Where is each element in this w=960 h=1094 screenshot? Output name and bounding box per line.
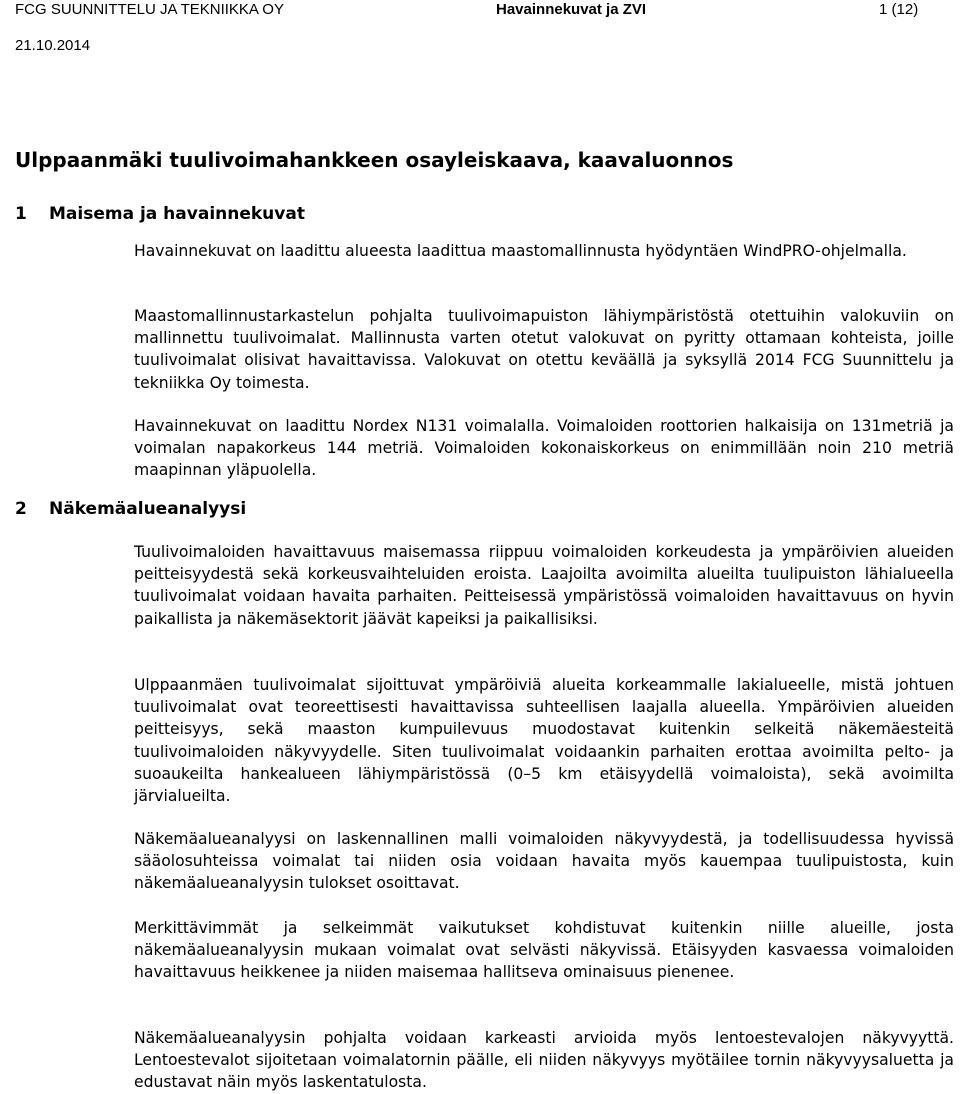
section-number: 2 [15, 499, 27, 519]
header-page-number: 1 (12) [879, 1, 919, 18]
header-document-title: Havainnekuvat ja ZVI [496, 1, 647, 18]
paragraph-text: Maastomallinnustarkastelun pohjalta tuulivoimapuiston lähiympäristöstä otettuihin valokuviin on mallinnettu tuulivoimalat. Mallinnusta varten otetut valokuvat on pyritty ottamaan kohteista, joille tuulivoimalat olisivat havaittavissa. Valokuvat on otettu keväällä ja syksyllä 2014 FCG Suunnittelu ja tekniikka Oy toimesta. [134, 307, 954, 392]
document-title: Ulppaanmäki tuulivoimahankkeen osayleiskaava, kaavaluonnos [15, 148, 734, 172]
paragraph [134, 541, 954, 630]
header-company: FCG SUUNNITTELU JA TEKNIIKKA OY [15, 1, 284, 18]
paragraph-text: Merkittävimmät ja selkeimmät vaikutukset kohdistuvat kuitenkin niille alueille, josta näkemäalueanalyysin mukaan voimalat ovat selvästi näkyvissä. Etäisyyden kasvaessa voimaloiden havaittavuus heikkenee ja niiden maisemaa hallitseva ominaisuus pienenee. [134, 919, 954, 982]
paragraph-text: Ulppaanmäen tuulivoimalat sijoittuvat ympäröiviä alueita korkeammalle lakialueelle, mistä johtuen tuulivoimalat ovat teoreettisesti havaittavissa suhteellisen laajalla alueella. Ympäröivien alueiden peitteisyys, sekä maaston kumpuilevuus muodostavat kuitenkin selkeitä näkemäesteitä tuulivoimaloiden näkyvyydelle. Siten tuulivoimalat voidaankin parhaiten erottaa avoimilta pelto- ja suoaukeilta hankealueen lähiympäristössä (0–5 km etäisyydellä voimaloista), sekä avoimilta järvialueilta. [134, 676, 954, 806]
paragraph [134, 917, 954, 984]
paragraph-text: Näkemäalueanalyysin pohjalta voidaan karkeasti arvioida myös lentoestevalojen näkyvyyttä. Lentoestevalot sijoitetaan voimalatornin päälle, eli niiden näkyvyys myötäilee tornin näkyvyysaluetta ja edustavat näin myös laskentatulosta. [134, 1029, 954, 1092]
paragraph-text: Havainnekuvat on laadittu Nordex N131 voimalalla. Voimaloiden roottorien halkaisija on 131metriä ja voimalan napakorkeus 144 metriä. Voimaloiden kokonaiskorkeus on enimmillään noin 210 metriä maapinnan yläpuolella. [134, 417, 954, 480]
paragraph [134, 240, 954, 262]
paragraph [134, 415, 954, 482]
section-heading-1 [15, 204, 305, 224]
paragraph-text: Näkemäalueanalyysi on laskennallinen malli voimaloiden näkyvyydestä, ja todellisuudessa hyvissä sääolosuhteissa voimalat tai niiden osia voidaan havaita myös kauempaa tuulipuistosta, kuin näkemäalueanalyysin tulokset osoittavat. [134, 830, 954, 893]
paragraph-text: Havainnekuvat on laadittu alueesta laadittua maastomallinnusta hyödyntäen WindPRO-ohjelmalla. [134, 242, 907, 260]
paragraph [134, 674, 954, 807]
section-heading-2 [15, 499, 246, 519]
paragraph [134, 828, 954, 895]
header-date: 21.10.2014 [15, 37, 91, 54]
section-heading-text: Näkemäalueanalyysi [49, 499, 247, 519]
paragraph [134, 305, 954, 394]
paragraph-text: Tuulivoimaloiden havaittavuus maisemassa riippuu voimaloiden korkeudesta ja ympäröivien alueiden peitteisyydestä sekä korkeusvaihteluiden eroista. Laajoilta avoimilta alueilta tuulipuiston lähialueella tuulivoimalat voidaan havaita parhaiten. Peitteisessä ympäristössä voimaloiden havaittavuus on hyvin paikallista ja näkemäsektorit jäävät kapeiksi ja paikallisiksi. [134, 543, 954, 628]
section-number: 1 [15, 204, 27, 224]
section-heading-text: Maisema ja havainnekuvat [49, 204, 305, 224]
